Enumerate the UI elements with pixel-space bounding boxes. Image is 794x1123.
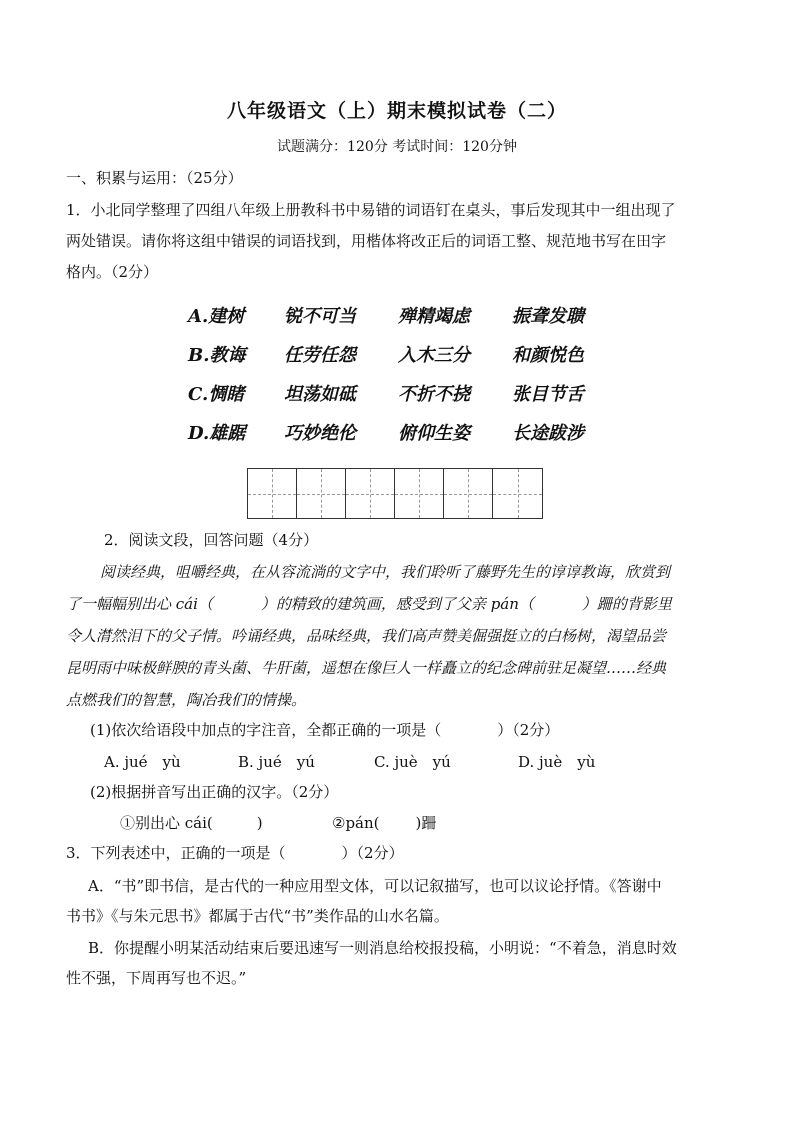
q3-option-a-line2: 书书》《与朱元思书》都属于古代“书”类作品的山水名篇。 [66,907,449,925]
q2-sub1: (1)依次给语段中加点的字注音，全都正确的一项是（ ）（2分） [90,721,560,739]
word-item: D.雄踞 [188,423,246,444]
q1-text-line3: 格内。（2分） [66,263,159,281]
word-item: A.建树 [188,306,245,327]
word-item: 张目节舌 [512,384,584,405]
q2-heading: 2．阅读文段，回答问题（4分） [104,531,319,549]
tian-cell[interactable] [297,469,346,518]
q2-passage-line2: 了一幅幅别出心 cái（ ）的精致的建筑画，感受到了父亲 pán（ ）跚的背影里 [66,595,672,613]
q1-text-line2: 两处错误。请你将这组中错误的词语找到，用楷体将改正后的词语工整、规范地书写在田字 [66,232,667,250]
tian-cell[interactable] [395,469,444,518]
q2-passage-line4: 昆明雨中味极鲜腴的青头菌、牛肝菌，遥想在像巨人一样矗立的纪念碑前驻足凝望……经典 [66,659,667,677]
word-item: 巧妙绝伦 [284,423,356,444]
q2-passage-line3: 令人潸然泪下的父子情。吟诵经典，品味经典，我们高声赞美倔强挺立的白杨树，渴望品尝 [66,627,667,645]
option-d[interactable]: D. juè yù [518,753,596,771]
tian-cell[interactable] [346,469,395,518]
q3-option-b-line1: B．你提醒小明某活动结束后要迅速写一则消息给校报投稿，小明说：“不着急，消息时效 [88,939,677,957]
word-item: 振聋发聩 [512,306,584,327]
fill-item-2: ②pán( )跚 [332,814,437,832]
tian-cell[interactable] [493,469,542,518]
word-item: 坦荡如砥 [284,384,356,405]
option-c[interactable]: C. juè yú [374,753,451,771]
q3-option-b-line2: 性不强，下周再写也不迟。” [66,969,247,987]
word-item: 锐不可当 [284,306,356,327]
word-item: C.惆睹 [188,384,245,405]
q3-option-a-line1: A．“书”即书信，是古代的一种应用型文体，可以记叙描写，也可以议论抒情。《答谢中 [88,877,662,895]
tian-cell[interactable] [444,469,493,518]
word-item: 不折不挠 [398,384,470,405]
option-b[interactable]: B. jué yú [238,753,315,771]
word-item: 和颜悦色 [512,345,584,366]
exam-title: 八年级语文（上）期末模拟试卷（二） [226,100,567,122]
word-item: 任劳任怨 [284,345,356,366]
word-item: 长途跋涉 [512,423,584,444]
q1-text-line1: 1．小北同学整理了四组八年级上册教科书中易错的词语钉在桌头，事后发现其中一组出现了 [66,201,676,219]
fill-item-1: ①别出心 cái( ) [120,814,263,832]
q3-heading: 3．下列表述中，正确的一项是（ ）（2分） [66,844,404,862]
exam-subtitle: 试题满分：120分 考试时间：120分钟 [277,139,517,155]
q2-sub2: (2)根据拼音写出正确的汉字。（2分） [90,783,339,801]
word-item: 殚精竭虑 [398,306,470,327]
q2-passage-line1: 阅读经典，咀嚼经典，在从容流淌的文字中，我们聆听了藤野先生的谆谆教诲，欣赏到 [100,563,671,581]
word-item: B.教诲 [188,345,246,366]
q2-passage-line5: 点燃我们的智慧，陶冶我们的情操。 [66,691,307,709]
tian-cell[interactable] [248,469,297,518]
tian-grid-answer-box[interactable] [247,468,543,519]
word-item: 入木三分 [398,345,470,366]
option-a[interactable]: A. jué yù [104,753,181,771]
section-heading: 一、积累与运用：（25分） [66,169,243,187]
word-item: 俯仰生姿 [398,423,470,444]
